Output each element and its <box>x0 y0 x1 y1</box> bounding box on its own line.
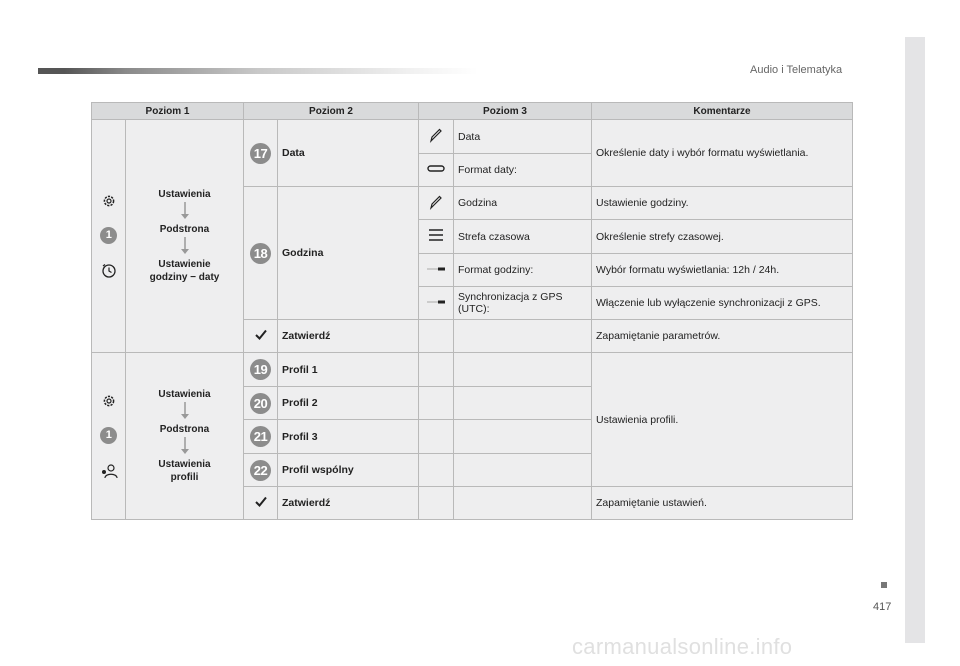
number-20-badge: 20 <box>250 393 271 414</box>
comment-cell: Określenie daty i wybór formatu wyświetlania. <box>592 120 853 187</box>
level3-icon-cell <box>419 120 454 154</box>
comment-cell: Zapamiętanie parametrów. <box>592 320 853 353</box>
level3-icon-cell <box>419 154 454 187</box>
level2-label: Data <box>278 120 419 187</box>
level2-badge-cell <box>244 420 278 454</box>
empty-cell <box>419 320 454 353</box>
level3-icon-cell <box>419 287 454 320</box>
level2-label: Profil 3 <box>278 420 419 454</box>
level3-label: Format godziny: <box>454 254 592 287</box>
level3-label: Strefa czasowa <box>454 220 592 254</box>
header-level-1: Poziom 1 <box>92 103 244 120</box>
level2-badge-cell <box>244 187 278 320</box>
toggle-line-icon <box>426 265 446 273</box>
number-1-badge: 1 <box>100 227 117 244</box>
level2-label: Zatwierdź <box>278 487 419 520</box>
table-header-row <box>92 103 853 120</box>
number-17-badge: 17 <box>250 143 271 164</box>
arrow-down-icon <box>180 402 190 420</box>
checkmark-icon <box>255 496 267 507</box>
level1-path-cell <box>126 353 244 520</box>
clock-icon <box>101 263 117 279</box>
settings-gear-icon <box>102 394 116 408</box>
path-subpage: Podstrona <box>159 224 210 235</box>
arrow-down-icon <box>180 437 190 455</box>
header-comments: Komentarze <box>592 103 853 120</box>
watermark: carmanualsonline.info <box>572 634 793 659</box>
comment-cell: Zapamiętanie ustawień. <box>592 487 853 520</box>
level3-icon-cell <box>419 187 454 220</box>
number-21-badge: 21 <box>250 426 271 447</box>
level1-path-cell <box>126 120 244 353</box>
level2-badge-cell <box>244 353 278 387</box>
path-settings: Ustawienia <box>158 389 211 400</box>
empty-cell <box>454 320 592 353</box>
right-margin-bar <box>905 37 925 643</box>
level3-icon-cell <box>419 220 454 254</box>
level2-icon-cell <box>244 320 278 353</box>
empty-cell <box>419 454 454 487</box>
level2-label: Godzina <box>278 187 419 320</box>
empty-cell <box>454 487 592 520</box>
path-subpage: Podstrona <box>159 424 210 435</box>
table-row <box>92 353 853 387</box>
arrow-down-icon <box>180 202 190 220</box>
checkmark-icon <box>255 329 267 340</box>
settings-gear-icon <box>102 194 116 208</box>
empty-cell <box>419 420 454 454</box>
level2-badge-cell <box>244 454 278 487</box>
level2-label: Profil 2 <box>278 387 419 420</box>
page-number: 417 <box>873 601 892 613</box>
table-row <box>92 120 853 154</box>
pencil-icon <box>429 127 443 143</box>
level2-badge-cell <box>244 120 278 187</box>
toggle-line-icon <box>426 298 446 306</box>
empty-cell <box>419 387 454 420</box>
number-22-badge: 22 <box>250 460 271 481</box>
page-marker <box>881 582 887 588</box>
settings-table <box>91 102 853 520</box>
comment-cell: Ustawienie godziny. <box>592 187 853 220</box>
empty-cell <box>454 454 592 487</box>
profile-icon <box>100 463 118 479</box>
header-gradient-bar <box>38 68 478 74</box>
level3-label: Data <box>454 120 592 154</box>
number-18-badge: 18 <box>250 243 271 264</box>
level2-label: Zatwierdź <box>278 320 419 353</box>
pencil-icon <box>429 194 443 210</box>
menu-lines-icon <box>427 228 445 242</box>
level1-icons-cell <box>92 353 126 520</box>
level2-label: Profil 1 <box>278 353 419 387</box>
level3-icon-cell <box>419 254 454 287</box>
arrow-down-icon <box>180 237 190 255</box>
header-level-3: Poziom 3 <box>419 103 592 120</box>
path-target: Ustawienia profili <box>158 459 211 483</box>
empty-cell <box>419 487 454 520</box>
path-settings: Ustawienia <box>158 189 211 200</box>
comment-cell: Określenie strefy czasowej. <box>592 220 853 254</box>
comment-cell: Ustawienia profili. <box>592 353 853 487</box>
level2-badge-cell <box>244 387 278 420</box>
comment-cell: Wybór formatu wyświetlania: 12h / 24h. <box>592 254 853 287</box>
number-1-badge: 1 <box>100 427 117 444</box>
path-target: Ustawienie godziny − daty <box>149 259 220 283</box>
empty-cell <box>454 353 592 387</box>
empty-cell <box>419 353 454 387</box>
level3-label: Godzina <box>454 187 592 220</box>
level3-label: Format daty: <box>454 154 592 187</box>
section-title: Audio i Telematyka <box>750 64 843 76</box>
level1-icons-cell <box>92 120 126 353</box>
level3-label: Synchronizacja z GPS (UTC): <box>454 287 592 320</box>
level2-label: Profil wspólny <box>278 454 419 487</box>
empty-cell <box>454 387 592 420</box>
level2-icon-cell <box>244 487 278 520</box>
header-level-2: Poziom 2 <box>244 103 419 120</box>
number-19-badge: 19 <box>250 359 271 380</box>
empty-cell <box>454 420 592 454</box>
format-bar-icon <box>427 164 445 174</box>
comment-cell: Włączenie lub wyłączenie synchronizacji z GPS. <box>592 287 853 320</box>
